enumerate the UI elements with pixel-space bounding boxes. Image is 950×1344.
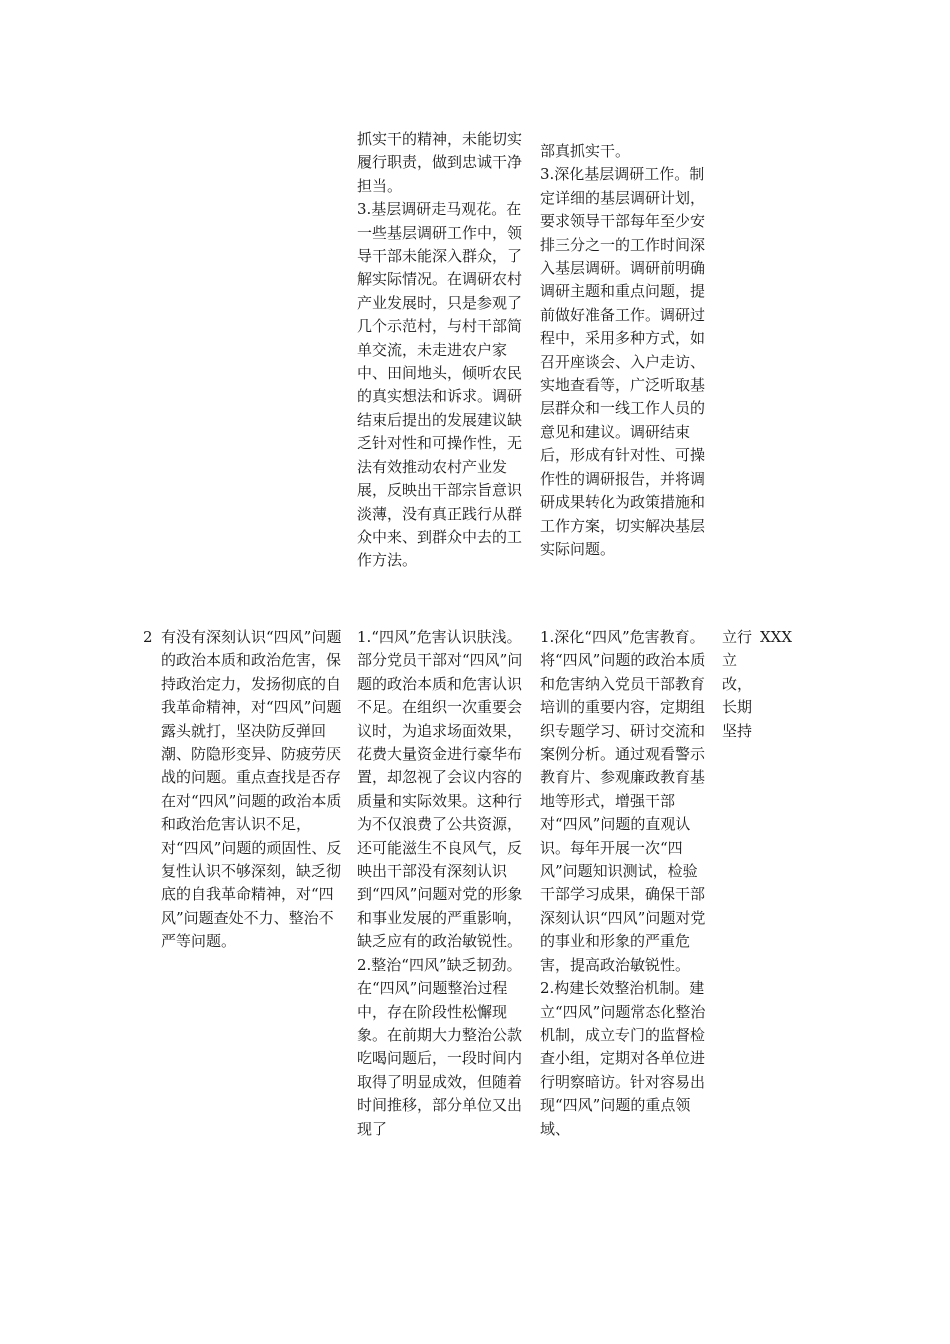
timeline-cell: 立行立改，长期坚持	[722, 628, 753, 740]
problem-description-cell: 1.“四风”危害认识肤浅。部分党员干部对“四风”问题的政治本质和危害认识不足。在组织一次重要会议时，为追求场面效果，花费大量资金进行豪华布置，却忽视了会议内容的质量和实际效果。这种行为不仅浪费了公共资源，还可能滋生不良风气，反映出干部没有深刻认识到“四风”问题对党的形象和事业发展的严重影响，缺乏应有的政治敏锐性。 2.整治“四风”缺乏韧劲。在“四风”问题整治过程中，存在阶段性松懈现象。在前期大力整治公款吃喝问题后，一段时间内取得了明显成效，但随着时间推移，部分单位又出现了	[357, 628, 523, 1138]
row-number-cell: 2	[143, 628, 153, 646]
responsible-person-cell: XXX	[760, 628, 793, 646]
problem-description-cell: 抓实干的精神，未能切实履行职责，做到忠诚干净担当。 3.基层调研走马观花。在一些基层调研工作中，领导干部未能深入群众，了解实际情况。在调研农村产业发展时，只是参观了几个示范村，与村干部简单交流，未走进农户家中、田间地头，倾听农民的真实想法和诉求。调研结束后提出的发展建议缺乏针对性和可操作性，无法有效推动农村产业发展，反映出干部宗旨意识淡薄，没有真正践行从群众中来、到群众中去的工作方法。	[357, 130, 523, 570]
rectification-measure-cell: 1.深化“四风”危害教育。将“四风”问题的政治本质和危害纳入党员干部教育培训的重要内容，定期组织专题学习、研讨交流和案例分析。通过观看警示教育片、参观廉政教育基地等形式，增强干部对“四风”问题的直观认识。每年开展一次“四风”问题知识测试，检验干部学习成果，确保干部深刻认识“四风”问题对党的事业和形象的严重危害，提高政治敏锐性。 2.构建长效整治机制。建立“四风”问题常态化整治机制，成立专门的监督检查小组，定期对各单位进行明察暗访。针对容易出现“四风”问题的重点领域、	[540, 628, 706, 1138]
rectification-measure-cell: 部真抓实干。 3.深化基层调研工作。制定详细的基层调研计划，要求领导干部每年至少安排三分之一的工作时间深入基层调研。调研前明确调研主题和重点问题，提前做好准备工作。调研过程中，采用多种方式，如召开座谈会、入户走访、实地查看等，广泛听取基层群众和一线工作人员的意见和建议。调研结束后，形成有针对性、可操作性的调研报告，并将调研成果转化为政策措施和工作方案，切实解决基层实际问题。	[540, 142, 706, 558]
inspection-question-cell: 有没有深刻认识“四风”问题的政治本质和政治危害，保持政治定力，发扬彻底的自我革命精神，对“四风”问题露头就打，坚决防反弹回潮、防隐形变异、防疲劳厌战的问题。重点查找是否存在对“四风”问题的政治本质和政治危害认识不足，对“四风”问题的顽固性、反复性认识不够深刻，缺乏彻底的自我革命精神，对“四风”问题查处不力、整治不严等问题。	[161, 628, 342, 951]
